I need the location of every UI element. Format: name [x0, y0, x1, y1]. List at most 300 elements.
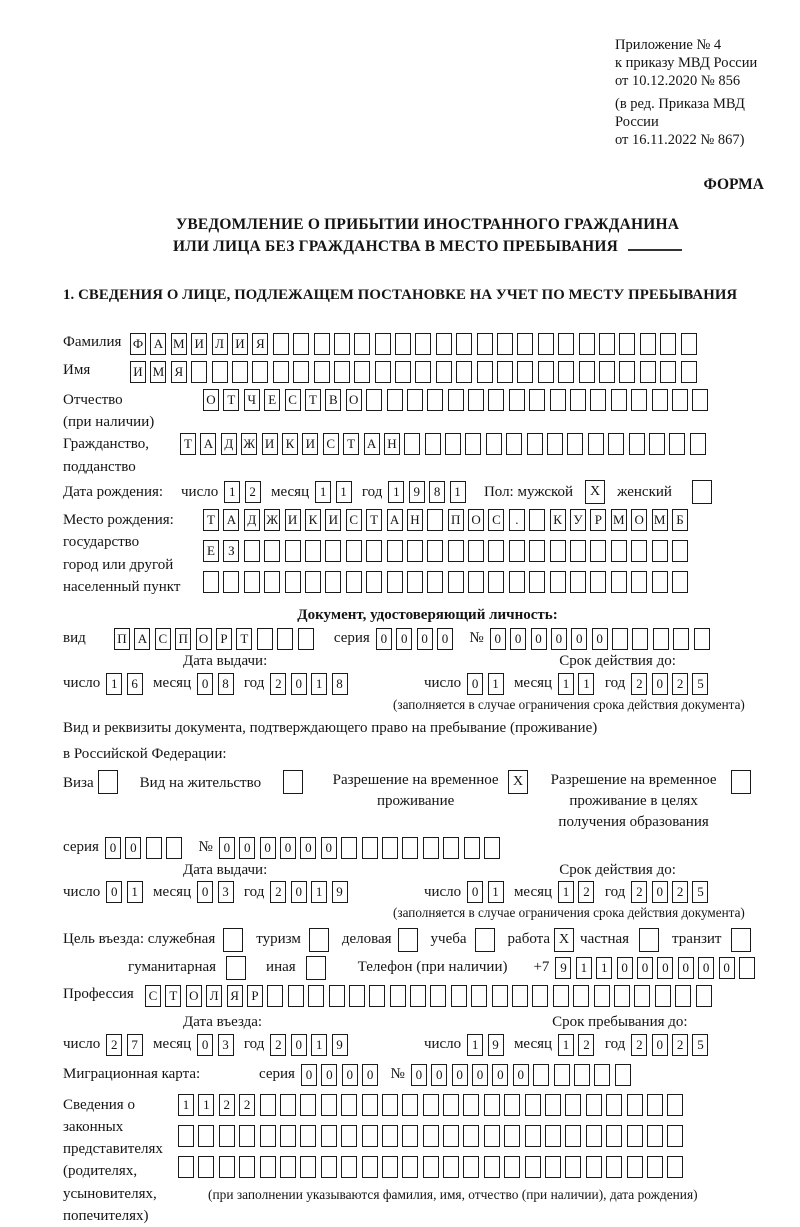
purpose-transit-label: транзит: [672, 931, 722, 948]
char-cell: [341, 1094, 357, 1116]
char-cell: 7: [127, 1034, 143, 1056]
char-cell: [402, 1156, 418, 1178]
char-cell: [448, 389, 464, 411]
doc-series-label: серия: [333, 630, 370, 647]
purpose-humanitarian-label: гуманитарная: [128, 959, 217, 976]
purpose-official-checkbox: [223, 928, 243, 952]
char-cell: [497, 361, 513, 383]
char-cell: [387, 571, 403, 593]
char-cell: 1: [576, 957, 592, 979]
char-cell: 2: [245, 481, 261, 503]
char-cell: [387, 540, 403, 562]
char-cell: [590, 389, 606, 411]
char-cell: Т: [343, 433, 359, 455]
char-cell: [362, 1156, 378, 1178]
char-cell: 3: [218, 1034, 234, 1056]
month-label: месяц: [513, 883, 553, 900]
char-cell: [675, 985, 691, 1007]
day-label: число: [63, 1036, 101, 1053]
permit-series-label: серия: [63, 839, 99, 856]
char-cell: Е: [264, 389, 280, 411]
char-cell: 1: [558, 1034, 574, 1056]
char-cell: О: [196, 628, 212, 650]
char-cell: [280, 1156, 296, 1178]
birthplace-label-line3: город или другой: [63, 556, 174, 573]
representatives-row1-cells: [178, 1094, 698, 1116]
char-cell: [594, 985, 610, 1007]
char-cell: [423, 1125, 439, 1147]
char-cell: [341, 1156, 357, 1178]
char-cell: М: [150, 361, 166, 383]
char-cell: 1: [558, 881, 574, 903]
char-cell: О: [468, 509, 484, 531]
month-label: месяц: [153, 675, 192, 692]
char-cell: [611, 389, 627, 411]
char-cell: [627, 1156, 643, 1178]
char-cell: [627, 1125, 643, 1147]
right-doc-line1: Вид и реквизиты документа, подтверждающего право на пребывание (проживание): [63, 720, 598, 737]
char-cell: 6: [127, 673, 143, 695]
char-cell: [427, 389, 443, 411]
char-cell: [166, 837, 182, 859]
char-cell: Н: [384, 433, 400, 455]
month-label: месяц: [153, 883, 192, 900]
year-label: год: [243, 883, 265, 900]
char-cell: [407, 389, 423, 411]
doc-issue-year-cells: [270, 673, 352, 695]
char-cell: 0: [531, 628, 547, 650]
char-cell: 9: [555, 957, 571, 979]
char-cell: [448, 540, 464, 562]
char-cell: [443, 837, 459, 859]
char-cell: 1: [488, 881, 504, 903]
permit-issue-header: Дата выдачи:: [183, 861, 268, 878]
char-cell: Р: [216, 628, 232, 650]
char-cell: [627, 1094, 643, 1116]
char-cell: [565, 1156, 581, 1178]
char-cell: [300, 1094, 316, 1116]
permit-series-row: [63, 837, 792, 859]
doc-valid-header: Срок действия до:: [559, 652, 676, 669]
char-cell: [436, 361, 452, 383]
char-cell: [321, 1125, 337, 1147]
char-cell: [252, 361, 268, 383]
surname-cells: [130, 333, 701, 355]
char-cell: [681, 333, 697, 355]
char-cell: 2: [578, 881, 594, 903]
char-cell: [545, 1156, 561, 1178]
entry-dates-row: [63, 1034, 792, 1056]
char-cell: 0: [637, 957, 653, 979]
char-cell: [529, 571, 545, 593]
char-cell: 1: [388, 481, 404, 503]
char-cell: [647, 1094, 663, 1116]
char-cell: Т: [223, 389, 239, 411]
char-cell: [223, 571, 239, 593]
char-cell: 1: [336, 481, 352, 503]
char-cell: 0: [106, 881, 122, 903]
birthplace-label: [63, 509, 203, 598]
char-cell: [553, 985, 569, 1007]
char-cell: [325, 540, 341, 562]
char-cell: [425, 433, 441, 455]
mig-series-label: серия: [259, 1066, 295, 1083]
char-cell: [652, 571, 668, 593]
permit-issue-year-cells: [270, 881, 352, 903]
rvp-edu-checkbox: [731, 770, 751, 794]
char-cell: [244, 540, 260, 562]
char-cell: 0: [698, 957, 714, 979]
char-cell: 1: [467, 1034, 483, 1056]
char-cell: [599, 361, 615, 383]
char-cell: П: [175, 628, 191, 650]
char-cell: 0: [239, 837, 255, 859]
char-cell: [574, 1064, 590, 1086]
char-cell: 8: [429, 481, 445, 503]
representatives-row2-cells: [178, 1125, 698, 1147]
note-line: Приложение № 4: [615, 37, 722, 53]
char-cell: [402, 837, 418, 859]
day-label: число: [423, 883, 462, 900]
char-cell: У: [570, 509, 586, 531]
char-cell: 0: [467, 881, 483, 903]
char-cell: 0: [219, 837, 235, 859]
char-cell: [673, 628, 689, 650]
citizenship-row: [63, 433, 792, 478]
doc-type-cells: [114, 628, 318, 650]
char-cell: [606, 1125, 622, 1147]
permit-dates-headers: [63, 861, 792, 880]
char-cell: [456, 333, 472, 355]
char-cell: [232, 361, 248, 383]
char-cell: [239, 1125, 255, 1147]
char-cell: [608, 433, 624, 455]
rvp-label: [323, 770, 508, 812]
char-cell: [244, 571, 260, 593]
char-cell: [382, 1094, 398, 1116]
char-cell: [488, 389, 504, 411]
stay-month-cells: [558, 1034, 599, 1056]
char-cell: Р: [247, 985, 263, 1007]
char-cell: О: [346, 389, 362, 411]
char-cell: [554, 1064, 570, 1086]
char-cell: [329, 985, 345, 1007]
char-cell: 0: [452, 1064, 468, 1086]
year-label: год: [361, 483, 383, 500]
char-cell: [660, 333, 676, 355]
char-cell: А: [223, 509, 239, 531]
char-cell: [647, 1156, 663, 1178]
char-cell: [606, 1156, 622, 1178]
note-line: от 16.11.2022 № 867): [615, 132, 745, 148]
char-cell: 2: [106, 1034, 122, 1056]
char-cell: [423, 1094, 439, 1116]
char-cell: [631, 540, 647, 562]
char-cell: [395, 361, 411, 383]
char-cell: [341, 1125, 357, 1147]
char-cell: [634, 985, 650, 1007]
citizenship-cells: [180, 433, 710, 455]
char-cell: Т: [165, 985, 181, 1007]
note-line: от 10.12.2020 № 856: [615, 73, 741, 89]
char-cell: [525, 1156, 541, 1178]
char-cell: 0: [260, 837, 276, 859]
char-cell: 1: [450, 481, 466, 503]
char-cell: [488, 571, 504, 593]
rvp-edu-label: [546, 770, 721, 833]
char-cell: О: [203, 389, 219, 411]
purpose-work-checkbox: X: [554, 928, 574, 952]
char-cell: 0: [592, 628, 608, 650]
permit-restriction-note: (заполняется в случае ограничения срока действия документа): [393, 905, 745, 921]
char-cell: В: [325, 389, 341, 411]
char-cell: 1: [311, 1034, 327, 1056]
id-doc-row: [63, 628, 792, 650]
char-cell: .: [509, 509, 525, 531]
char-cell: [692, 389, 708, 411]
char-cell: [570, 571, 586, 593]
month-label: месяц: [271, 483, 310, 500]
citizenship-label-line2: подданство: [63, 458, 136, 475]
char-cell: 0: [321, 1064, 337, 1086]
page-title: [63, 214, 792, 258]
char-cell: Т: [180, 433, 196, 455]
permit-issue-month-cells: [197, 881, 238, 903]
birthplace-label-line2: государство: [63, 534, 140, 551]
char-cell: 0: [411, 1064, 427, 1086]
char-cell: Р: [590, 509, 606, 531]
char-cell: [471, 985, 487, 1007]
char-cell: Т: [366, 509, 382, 531]
birth-date-label: Дата рождения:: [63, 483, 164, 500]
char-cell: 2: [219, 1094, 235, 1116]
year-label: год: [243, 675, 265, 692]
rvp-checkbox: X: [508, 770, 528, 794]
char-cell: А: [200, 433, 216, 455]
birthplace-row1-cells: [203, 509, 692, 531]
char-cell: [178, 1125, 194, 1147]
char-cell: Т: [236, 628, 252, 650]
form-word: ФОРМА: [703, 176, 764, 193]
patronymic-label-line1: Отчество: [63, 391, 123, 408]
char-cell: Л: [212, 333, 228, 355]
char-cell: [631, 571, 647, 593]
char-cell: [448, 571, 464, 593]
title-blank-underline: [628, 237, 682, 251]
char-cell: К: [282, 433, 298, 455]
day-label: число: [181, 483, 219, 500]
char-cell: Ж: [264, 509, 280, 531]
char-cell: Т: [203, 509, 219, 531]
purpose-private-checkbox: [639, 928, 659, 952]
char-cell: 5: [692, 881, 708, 903]
char-cell: 1: [558, 673, 574, 695]
char-cell: С: [346, 509, 362, 531]
visa-checkbox: [98, 770, 118, 794]
permit-valid-year-cells: [631, 881, 713, 903]
entry-month-cells: [197, 1034, 238, 1056]
birthplace-label-line4: населенный пункт: [63, 578, 181, 595]
char-cell: С: [488, 509, 504, 531]
name-label: Имя: [63, 361, 91, 378]
representatives-label-line1: Сведения о: [63, 1096, 135, 1113]
rvp-edu-label-line2: проживание в целях: [569, 792, 698, 809]
char-cell: О: [631, 509, 647, 531]
char-cell: 8: [218, 673, 234, 695]
char-cell: [573, 985, 589, 1007]
char-cell: [640, 361, 656, 383]
migration-card-row: [63, 1064, 792, 1086]
char-cell: [488, 540, 504, 562]
representatives-label-line5: усыновителях,: [63, 1185, 157, 1202]
char-cell: 0: [652, 1034, 668, 1056]
char-cell: Н: [407, 509, 423, 531]
char-cell: 0: [719, 957, 735, 979]
char-cell: 2: [631, 881, 647, 903]
char-cell: [667, 1125, 683, 1147]
char-cell: [407, 571, 423, 593]
sex-female-checkbox: [692, 480, 712, 504]
purpose-official-label: Цель въезда: служебная: [63, 931, 216, 948]
char-cell: [415, 361, 431, 383]
char-cell: 1: [311, 673, 327, 695]
mig-series-cells: [301, 1064, 383, 1086]
char-cell: [550, 540, 566, 562]
char-cell: 0: [657, 957, 673, 979]
char-cell: [570, 389, 586, 411]
doc-valid-year-cells: [631, 673, 713, 695]
char-cell: [558, 361, 574, 383]
char-cell: [402, 1125, 418, 1147]
char-cell: [443, 1125, 459, 1147]
char-cell: [219, 1156, 235, 1178]
char-cell: [362, 837, 378, 859]
char-cell: 0: [197, 673, 213, 695]
birth-date-row: [63, 480, 792, 504]
char-cell: 1: [106, 673, 122, 695]
permit-series-cells: [105, 837, 187, 859]
birthplace-block: [63, 509, 792, 602]
birth-year-cells: [388, 481, 470, 503]
char-cell: С: [285, 389, 301, 411]
char-cell: 0: [490, 628, 506, 650]
char-cell: [619, 361, 635, 383]
char-cell: 0: [652, 673, 668, 695]
char-cell: [427, 571, 443, 593]
purpose-study-label: учеба: [430, 931, 467, 948]
char-cell: [619, 333, 635, 355]
char-cell: С: [145, 985, 161, 1007]
birth-day-cells: [224, 481, 265, 503]
char-cell: Д: [221, 433, 237, 455]
char-cell: С: [155, 628, 171, 650]
entry-purpose-row: [63, 928, 792, 952]
char-cell: 0: [300, 837, 316, 859]
char-cell: [672, 389, 688, 411]
char-cell: [443, 1094, 459, 1116]
char-cell: [672, 571, 688, 593]
char-cell: [504, 1156, 520, 1178]
char-cell: [538, 333, 554, 355]
permit-valid-day-cells: [467, 881, 508, 903]
char-cell: [423, 1156, 439, 1178]
surname-row: [63, 333, 792, 355]
char-cell: 0: [678, 957, 694, 979]
char-cell: К: [305, 509, 321, 531]
char-cell: 0: [437, 628, 453, 650]
stay-until-header: Срок пребывания до:: [552, 1013, 688, 1030]
char-cell: [366, 540, 382, 562]
char-cell: [545, 1125, 561, 1147]
permit-valid-header: Срок действия до:: [559, 861, 676, 878]
char-cell: [390, 985, 406, 1007]
char-cell: З: [223, 540, 239, 562]
char-cell: [517, 333, 533, 355]
char-cell: Д: [244, 509, 260, 531]
char-cell: 0: [105, 837, 121, 859]
char-cell: [443, 1156, 459, 1178]
rvp-edu-label-line1: Разрешение на временное: [550, 771, 717, 788]
patronymic-cells: [203, 389, 713, 411]
char-cell: [354, 361, 370, 383]
char-cell: [652, 389, 668, 411]
char-cell: [293, 361, 309, 383]
char-cell: [436, 333, 452, 355]
char-cell: [655, 985, 671, 1007]
char-cell: Б: [672, 509, 688, 531]
representatives-label-line6: попечителях): [63, 1208, 149, 1225]
char-cell: 0: [342, 1064, 358, 1086]
char-cell: 2: [672, 881, 688, 903]
char-cell: А: [134, 628, 150, 650]
char-cell: 1: [488, 673, 504, 695]
char-cell: [198, 1156, 214, 1178]
char-cell: [219, 1125, 235, 1147]
char-cell: 1: [178, 1094, 194, 1116]
char-cell: С: [323, 433, 339, 455]
char-cell: [667, 1094, 683, 1116]
char-cell: [586, 1094, 602, 1116]
char-cell: 2: [270, 1034, 286, 1056]
char-cell: [288, 985, 304, 1007]
char-cell: [369, 985, 385, 1007]
char-cell: [579, 361, 595, 383]
char-cell: 0: [652, 881, 668, 903]
char-cell: [739, 957, 755, 979]
char-cell: [285, 540, 301, 562]
char-cell: [509, 389, 525, 411]
phone-prefix: +7: [533, 959, 550, 976]
char-cell: [640, 333, 656, 355]
char-cell: [529, 540, 545, 562]
char-cell: [565, 1125, 581, 1147]
char-cell: [586, 1125, 602, 1147]
char-cell: [305, 540, 321, 562]
char-cell: 1: [315, 481, 331, 503]
section1-heading: 1. СВЕДЕНИЯ О ЛИЦЕ, ПОДЛЕЖАЩЕМ ПОСТАНОВКЕ НА УЧЕТ ПО МЕСТУ ПРЕБЫВАНИЯ: [63, 287, 738, 304]
patronymic-label-line2: (при наличии): [63, 414, 155, 431]
permit-issue-day-cells: [106, 881, 147, 903]
char-cell: [667, 1156, 683, 1178]
char-cell: 0: [291, 1034, 307, 1056]
char-cell: 0: [431, 1064, 447, 1086]
char-cell: [590, 571, 606, 593]
phone-cells: [555, 957, 759, 979]
char-cell: 0: [396, 628, 412, 650]
char-cell: [395, 333, 411, 355]
year-label: год: [243, 1036, 265, 1053]
residence-permit-checkbox: [283, 770, 303, 794]
